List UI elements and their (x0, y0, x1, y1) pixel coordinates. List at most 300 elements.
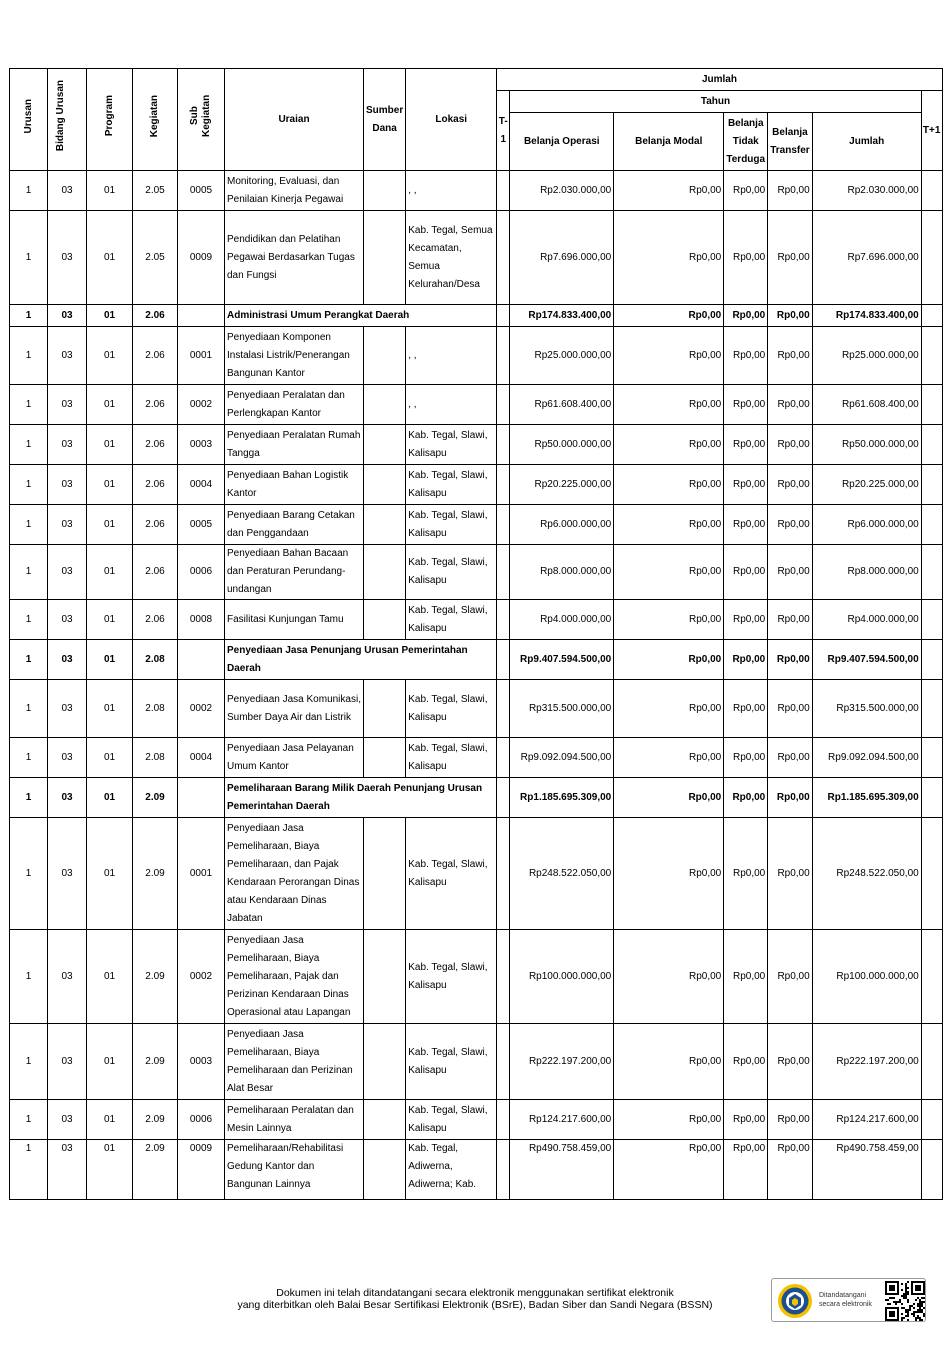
cell-program: 01 (87, 600, 133, 640)
cell-program: 01 (87, 505, 133, 545)
cell-urusan: 1 (10, 465, 48, 505)
header-jumlah: Jumlah (812, 113, 921, 171)
table-row (10, 211, 943, 305)
cell-lokasi: Kab. Tegal, Slawi, Kalisapu (406, 738, 497, 778)
cell-uraian: Penyediaan Jasa Pemeliharaan, Biaya Pemeliharaan dan Perizinan Alat Besar (225, 1024, 364, 1100)
cell-sub-kegiatan: 0006 (178, 545, 225, 600)
budget-table (9, 68, 943, 1200)
cell-belanja-operasi: Rp248.522.050,00 (510, 818, 614, 930)
table-row-subtotal (10, 640, 943, 680)
cell-sub-kegiatan: 0005 (178, 171, 225, 211)
cell-bidang-urusan: 03 (48, 505, 87, 545)
cell-bidang-urusan: 03 (48, 738, 87, 778)
cell-belanja-operasi: Rp490.758.459,00 (510, 1140, 614, 1200)
cell-belanja-tidak-terduga: Rp0,00 (724, 1024, 768, 1100)
cell-t-minus-1 (497, 465, 510, 505)
table-row (10, 930, 943, 1024)
cell-belanja-modal: Rp0,00 (614, 425, 724, 465)
cell-sub-kegiatan: 0002 (178, 680, 225, 738)
cell-urusan: 1 (10, 778, 48, 818)
cell-belanja-transfer: Rp0,00 (768, 640, 812, 680)
cell-t-plus-1 (921, 171, 942, 211)
cell-uraian: Penyediaan Bahan Bacaan dan Peraturan Perundang-undangan (225, 545, 364, 600)
cell-kegiatan: 2.09 (133, 1140, 178, 1200)
table-row (10, 738, 943, 778)
table-row (10, 1140, 943, 1200)
cell-uraian: Fasilitasi Kunjungan Tamu (225, 600, 364, 640)
cell-kegiatan: 2.06 (133, 385, 178, 425)
cell-kegiatan: 2.08 (133, 640, 178, 680)
cell-sumber-dana (364, 1024, 406, 1100)
cell-bidang-urusan: 03 (48, 1024, 87, 1100)
cell-belanja-modal: Rp0,00 (614, 465, 724, 505)
cell-t-plus-1 (921, 818, 942, 930)
cell-uraian: Pemeliharaan Barang Milik Daerah Penunjang Urusan Pemerintahan Daerah (225, 778, 497, 818)
cell-jumlah: Rp61.608.400,00 (812, 385, 921, 425)
cell-bidang-urusan: 03 (48, 305, 87, 327)
cell-belanja-tidak-terduga: Rp0,00 (724, 327, 768, 385)
header-t-minus-1: T-1 (497, 91, 510, 171)
cell-belanja-tidak-terduga: Rp0,00 (724, 425, 768, 465)
table-row (10, 545, 943, 600)
cell-urusan: 1 (10, 930, 48, 1024)
cell-uraian: Pemeliharaan/Rehabilitasi Gedung Kantor dan Bangunan Lainnya (225, 1140, 364, 1200)
cell-t-minus-1 (497, 211, 510, 305)
cell-sumber-dana (364, 327, 406, 385)
cell-urusan: 1 (10, 385, 48, 425)
cell-sumber-dana (364, 1100, 406, 1140)
cell-belanja-transfer: Rp0,00 (768, 1100, 812, 1140)
cell-sumber-dana (364, 171, 406, 211)
cell-jumlah: Rp100.000.000,00 (812, 930, 921, 1024)
cell-jumlah: Rp7.696.000,00 (812, 211, 921, 305)
cell-belanja-transfer: Rp0,00 (768, 327, 812, 385)
table-row (10, 171, 943, 211)
cell-jumlah: Rp222.197.200,00 (812, 1024, 921, 1100)
cell-belanja-transfer: Rp0,00 (768, 600, 812, 640)
cell-belanja-transfer: Rp0,00 (768, 385, 812, 425)
header-t-plus-1: T+1 (921, 91, 942, 171)
cell-belanja-modal: Rp0,00 (614, 171, 724, 211)
table-row (10, 465, 943, 505)
cell-t-plus-1 (921, 1024, 942, 1100)
cell-jumlah: Rp174.833.400,00 (812, 305, 921, 327)
cell-belanja-operasi: Rp50.000.000,00 (510, 425, 614, 465)
cell-belanja-transfer: Rp0,00 (768, 465, 812, 505)
cell-jumlah: Rp8.000.000,00 (812, 545, 921, 600)
cell-belanja-operasi: Rp100.000.000,00 (510, 930, 614, 1024)
cell-belanja-tidak-terduga: Rp0,00 (724, 600, 768, 640)
cell-program: 01 (87, 305, 133, 327)
cell-t-plus-1 (921, 211, 942, 305)
cell-belanja-transfer: Rp0,00 (768, 818, 812, 930)
cell-bidang-urusan: 03 (48, 211, 87, 305)
cell-belanja-operasi: Rp9.092.094.500,00 (510, 738, 614, 778)
cell-t-plus-1 (921, 305, 942, 327)
cell-belanja-modal: Rp0,00 (614, 640, 724, 680)
header-belanja-transfer: Belanja Transfer (768, 113, 812, 171)
cell-kegiatan: 2.08 (133, 738, 178, 778)
cell-t-plus-1 (921, 1100, 942, 1140)
cell-lokasi: Kab. Tegal, Slawi, Kalisapu (406, 680, 497, 738)
cell-uraian: Penyediaan Jasa Pemeliharaan, Biaya Pemeliharaan, dan Pajak Kendaraan Perorangan Dinas atau Kendaraan Dinas Jabatan (225, 818, 364, 930)
cell-t-minus-1 (497, 1100, 510, 1140)
cell-t-minus-1 (497, 385, 510, 425)
cell-t-plus-1 (921, 738, 942, 778)
cell-uraian: Penyediaan Peralatan dan Perlengkapan Kantor (225, 385, 364, 425)
cell-belanja-tidak-terduga: Rp0,00 (724, 680, 768, 738)
cell-program: 01 (87, 778, 133, 818)
cell-t-minus-1 (497, 600, 510, 640)
header-uraian: Uraian (225, 69, 364, 171)
cell-program: 01 (87, 818, 133, 930)
cell-belanja-tidak-terduga: Rp0,00 (724, 818, 768, 930)
cell-t-minus-1 (497, 738, 510, 778)
cell-t-plus-1 (921, 425, 942, 465)
cell-uraian: Penyediaan Jasa Komunikasi, Sumber Daya Air dan Listrik (225, 680, 364, 738)
cell-uraian: Penyediaan Barang Cetakan dan Penggandaan (225, 505, 364, 545)
cell-belanja-modal: Rp0,00 (614, 930, 724, 1024)
cell-belanja-transfer: Rp0,00 (768, 425, 812, 465)
signature-label: Ditandatangani secara elektronik (819, 1292, 872, 1308)
cell-belanja-transfer: Rp0,00 (768, 211, 812, 305)
cell-program: 01 (87, 545, 133, 600)
cell-belanja-transfer: Rp0,00 (768, 1024, 812, 1100)
cell-lokasi: , , (406, 171, 497, 211)
cell-kegiatan: 2.06 (133, 600, 178, 640)
cell-belanja-operasi: Rp9.407.594.500,00 (510, 640, 614, 680)
table-row (10, 1100, 943, 1140)
cell-belanja-tidak-terduga: Rp0,00 (724, 465, 768, 505)
cell-sub-kegiatan: 0001 (178, 327, 225, 385)
cell-t-minus-1 (497, 680, 510, 738)
cell-t-plus-1 (921, 1140, 942, 1200)
cell-belanja-transfer: Rp0,00 (768, 930, 812, 1024)
header-program: Program (87, 69, 133, 171)
cell-sub-kegiatan: 0008 (178, 600, 225, 640)
cell-t-plus-1 (921, 680, 942, 738)
cell-sub-kegiatan: 0006 (178, 1100, 225, 1140)
cell-program: 01 (87, 425, 133, 465)
cell-jumlah: Rp315.500.000,00 (812, 680, 921, 738)
cell-jumlah: Rp25.000.000,00 (812, 327, 921, 385)
cell-belanja-tidak-terduga: Rp0,00 (724, 1140, 768, 1200)
cell-belanja-transfer: Rp0,00 (768, 738, 812, 778)
cell-program: 01 (87, 211, 133, 305)
cell-bidang-urusan: 03 (48, 171, 87, 211)
cell-lokasi: Kab. Tegal, Slawi, Kalisapu (406, 465, 497, 505)
cell-belanja-transfer: Rp0,00 (768, 171, 812, 211)
cell-belanja-modal: Rp0,00 (614, 305, 724, 327)
cell-uraian: Administrasi Umum Perangkat Daerah (225, 305, 497, 327)
cell-sub-kegiatan: 0009 (178, 1140, 225, 1200)
cell-belanja-operasi: Rp4.000.000,00 (510, 600, 614, 640)
cell-sumber-dana (364, 505, 406, 545)
cell-program: 01 (87, 171, 133, 211)
cell-belanja-operasi: Rp6.000.000,00 (510, 505, 614, 545)
cell-t-plus-1 (921, 327, 942, 385)
cell-uraian: Penyediaan Jasa Pelayanan Umum Kantor (225, 738, 364, 778)
cell-lokasi: , , (406, 327, 497, 385)
table-row (10, 1024, 943, 1100)
cell-urusan: 1 (10, 171, 48, 211)
cell-sub-kegiatan: 0003 (178, 1024, 225, 1100)
cell-t-minus-1 (497, 778, 510, 818)
table-row (10, 818, 943, 930)
table-row-subtotal (10, 778, 943, 818)
cell-kegiatan: 2.09 (133, 778, 178, 818)
cell-urusan: 1 (10, 211, 48, 305)
bssn-seal-icon (777, 1283, 813, 1319)
cell-belanja-tidak-terduga: Rp0,00 (724, 778, 768, 818)
cell-belanja-operasi: Rp1.185.695.309,00 (510, 778, 614, 818)
cell-belanja-transfer: Rp0,00 (768, 545, 812, 600)
cell-t-minus-1 (497, 305, 510, 327)
cell-t-minus-1 (497, 327, 510, 385)
cell-belanja-modal: Rp0,00 (614, 385, 724, 425)
cell-program: 01 (87, 680, 133, 738)
cell-urusan: 1 (10, 1140, 48, 1200)
cell-belanja-tidak-terduga: Rp0,00 (724, 1100, 768, 1140)
table-row (10, 425, 943, 465)
header-jumlah-group: Jumlah (497, 69, 942, 91)
cell-urusan: 1 (10, 505, 48, 545)
cell-lokasi: Kab. Tegal, Adiwerna, Adiwerna; Kab. (406, 1140, 497, 1200)
cell-sub-kegiatan: 0003 (178, 425, 225, 465)
cell-jumlah: Rp490.758.459,00 (812, 1140, 921, 1200)
cell-program: 01 (87, 930, 133, 1024)
cell-t-minus-1 (497, 425, 510, 465)
cell-belanja-tidak-terduga: Rp0,00 (724, 505, 768, 545)
cell-t-plus-1 (921, 640, 942, 680)
cell-belanja-modal: Rp0,00 (614, 1140, 724, 1200)
cell-t-plus-1 (921, 465, 942, 505)
cell-sub-kegiatan (178, 778, 225, 818)
notice-line-1: Dokumen ini telah ditandatangani secara elektronik menggunakan sertifikat elektronik (276, 1287, 674, 1299)
cell-sub-kegiatan: 0004 (178, 738, 225, 778)
cell-urusan: 1 (10, 680, 48, 738)
cell-kegiatan: 2.08 (133, 680, 178, 738)
cell-program: 01 (87, 1140, 133, 1200)
cell-lokasi: Kab. Tegal, Slawi, Kalisapu (406, 930, 497, 1024)
cell-belanja-operasi: Rp25.000.000,00 (510, 327, 614, 385)
table-row-subtotal (10, 305, 943, 327)
header-tahun: Tahun (510, 91, 921, 113)
cell-belanja-modal: Rp0,00 (614, 1024, 724, 1100)
cell-urusan: 1 (10, 545, 48, 600)
cell-sub-kegiatan: 0002 (178, 385, 225, 425)
cell-sumber-dana (364, 211, 406, 305)
cell-urusan: 1 (10, 327, 48, 385)
cell-t-plus-1 (921, 385, 942, 425)
cell-lokasi: Kab. Tegal, Semua Kecamatan, Semua Kelurahan/Desa (406, 211, 497, 305)
cell-sub-kegiatan: 0002 (178, 930, 225, 1024)
cell-jumlah: Rp20.225.000,00 (812, 465, 921, 505)
cell-uraian: Pemeliharaan Peralatan dan Mesin Lainnya (225, 1100, 364, 1140)
cell-bidang-urusan: 03 (48, 1140, 87, 1200)
cell-belanja-modal: Rp0,00 (614, 600, 724, 640)
cell-kegiatan: 2.05 (133, 171, 178, 211)
cell-belanja-modal: Rp0,00 (614, 818, 724, 930)
cell-belanja-operasi: Rp222.197.200,00 (510, 1024, 614, 1100)
cell-kegiatan: 2.09 (133, 1024, 178, 1100)
table-row (10, 505, 943, 545)
cell-belanja-transfer: Rp0,00 (768, 680, 812, 738)
cell-kegiatan: 2.09 (133, 1100, 178, 1140)
cell-kegiatan: 2.06 (133, 425, 178, 465)
table-row (10, 385, 943, 425)
header-bidang-urusan: Bidang Urusan (48, 69, 87, 171)
cell-belanja-operasi: Rp124.217.600,00 (510, 1100, 614, 1140)
cell-belanja-tidak-terduga: Rp0,00 (724, 211, 768, 305)
cell-sub-kegiatan: 0001 (178, 818, 225, 930)
cell-belanja-modal: Rp0,00 (614, 505, 724, 545)
header-urusan: Urusan (10, 69, 48, 171)
cell-belanja-tidak-terduga: Rp0,00 (724, 545, 768, 600)
cell-belanja-transfer: Rp0,00 (768, 305, 812, 327)
cell-belanja-operasi: Rp2.030.000,00 (510, 171, 614, 211)
cell-sumber-dana (364, 930, 406, 1024)
cell-bidang-urusan: 03 (48, 425, 87, 465)
cell-belanja-operasi: Rp20.225.000,00 (510, 465, 614, 505)
cell-belanja-tidak-terduga: Rp0,00 (724, 738, 768, 778)
cell-sumber-dana (364, 465, 406, 505)
cell-jumlah: Rp6.000.000,00 (812, 505, 921, 545)
cell-program: 01 (87, 738, 133, 778)
cell-lokasi: Kab. Tegal, Slawi, Kalisapu (406, 818, 497, 930)
cell-t-minus-1 (497, 505, 510, 545)
table-body (10, 171, 943, 1200)
cell-belanja-operasi: Rp7.696.000,00 (510, 211, 614, 305)
cell-belanja-tidak-terduga: Rp0,00 (724, 305, 768, 327)
cell-sub-kegiatan: 0004 (178, 465, 225, 505)
cell-t-minus-1 (497, 930, 510, 1024)
header-sub-kegiatan: Sub Kegiatan (178, 69, 225, 171)
header-belanja-operasi: Belanja Operasi (510, 113, 614, 171)
cell-belanja-modal: Rp0,00 (614, 327, 724, 385)
cell-belanja-tidak-terduga: Rp0,00 (724, 385, 768, 425)
cell-sumber-dana (364, 738, 406, 778)
cell-jumlah: Rp124.217.600,00 (812, 1100, 921, 1140)
cell-lokasi: Kab. Tegal, Slawi, Kalisapu (406, 1100, 497, 1140)
cell-belanja-modal: Rp0,00 (614, 680, 724, 738)
cell-program: 01 (87, 327, 133, 385)
cell-sumber-dana (364, 600, 406, 640)
cell-sumber-dana (364, 425, 406, 465)
cell-jumlah: Rp1.185.695.309,00 (812, 778, 921, 818)
cell-program: 01 (87, 1024, 133, 1100)
cell-belanja-tidak-terduga: Rp0,00 (724, 171, 768, 211)
table-row (10, 327, 943, 385)
header-sumber-dana: Sumber Dana (364, 69, 406, 171)
cell-urusan: 1 (10, 600, 48, 640)
cell-sumber-dana (364, 1140, 406, 1200)
cell-belanja-operasi: Rp315.500.000,00 (510, 680, 614, 738)
e-signature-badge (771, 1278, 926, 1322)
cell-sumber-dana (364, 818, 406, 930)
cell-jumlah: Rp2.030.000,00 (812, 171, 921, 211)
cell-lokasi: Kab. Tegal, Slawi, Kalisapu (406, 1024, 497, 1100)
cell-belanja-operasi: Rp8.000.000,00 (510, 545, 614, 600)
notice-line-2: yang diterbitkan oleh Balai Besar Sertifikasi Elektronik (BSrE), Badan Siber dan Sandi Negara (BSSN) (237, 1299, 713, 1311)
cell-t-plus-1 (921, 545, 942, 600)
cell-kegiatan: 2.06 (133, 465, 178, 505)
cell-t-minus-1 (497, 171, 510, 211)
cell-t-minus-1 (497, 545, 510, 600)
header-lokasi: Lokasi (406, 69, 497, 171)
header-belanja-modal: Belanja Modal (614, 113, 724, 171)
cell-lokasi: Kab. Tegal, Slawi, Kalisapu (406, 505, 497, 545)
cell-uraian: Penyediaan Komponen Instalasi Listrik/Penerangan Bangunan Kantor (225, 327, 364, 385)
cell-belanja-operasi: Rp61.608.400,00 (510, 385, 614, 425)
cell-urusan: 1 (10, 738, 48, 778)
cell-program: 01 (87, 1100, 133, 1140)
cell-belanja-modal: Rp0,00 (614, 545, 724, 600)
cell-program: 01 (87, 465, 133, 505)
header-kegiatan: Kegiatan (133, 69, 178, 171)
cell-jumlah: Rp248.522.050,00 (812, 818, 921, 930)
cell-bidang-urusan: 03 (48, 545, 87, 600)
cell-bidang-urusan: 03 (48, 465, 87, 505)
cell-belanja-modal: Rp0,00 (614, 1100, 724, 1140)
cell-bidang-urusan: 03 (48, 600, 87, 640)
cell-sumber-dana (364, 385, 406, 425)
cell-belanja-modal: Rp0,00 (614, 778, 724, 818)
cell-belanja-transfer: Rp0,00 (768, 505, 812, 545)
cell-kegiatan: 2.06 (133, 327, 178, 385)
cell-lokasi: , , (406, 385, 497, 425)
cell-kegiatan: 2.09 (133, 930, 178, 1024)
cell-urusan: 1 (10, 425, 48, 465)
cell-uraian: Penyediaan Jasa Penunjang Urusan Pemerintahan Daerah (225, 640, 497, 680)
cell-kegiatan: 2.06 (133, 505, 178, 545)
cell-kegiatan: 2.05 (133, 211, 178, 305)
cell-t-minus-1 (497, 818, 510, 930)
cell-bidang-urusan: 03 (48, 327, 87, 385)
cell-sub-kegiatan (178, 640, 225, 680)
cell-t-plus-1 (921, 600, 942, 640)
header-belanja-tidak-terduga: Belanja Tidak Terduga (724, 113, 768, 171)
cell-sumber-dana (364, 545, 406, 600)
cell-belanja-transfer: Rp0,00 (768, 1140, 812, 1200)
cell-uraian: Penyediaan Bahan Logistik Kantor (225, 465, 364, 505)
cell-bidang-urusan: 03 (48, 818, 87, 930)
cell-belanja-modal: Rp0,00 (614, 211, 724, 305)
cell-bidang-urusan: 03 (48, 385, 87, 425)
table-row (10, 600, 943, 640)
cell-lokasi: Kab. Tegal, Slawi, Kalisapu (406, 425, 497, 465)
cell-belanja-operasi: Rp174.833.400,00 (510, 305, 614, 327)
cell-uraian: Penyediaan Jasa Pemeliharaan, Biaya Pemeliharaan, Pajak dan Perizinan Kendaraan Dinas Operasional atau Lapangan (225, 930, 364, 1024)
cell-kegiatan: 2.06 (133, 305, 178, 327)
cell-sumber-dana (364, 680, 406, 738)
cell-bidang-urusan: 03 (48, 778, 87, 818)
cell-belanja-modal: Rp0,00 (614, 738, 724, 778)
cell-sub-kegiatan: 0005 (178, 505, 225, 545)
cell-uraian: Monitoring, Evaluasi, dan Penilaian Kinerja Pegawai (225, 171, 364, 211)
cell-jumlah: Rp9.407.594.500,00 (812, 640, 921, 680)
cell-bidang-urusan: 03 (48, 930, 87, 1024)
cell-sub-kegiatan: 0009 (178, 211, 225, 305)
cell-urusan: 1 (10, 640, 48, 680)
cell-bidang-urusan: 03 (48, 640, 87, 680)
e-signature-notice (170, 1287, 780, 1311)
cell-program: 01 (87, 385, 133, 425)
cell-lokasi: Kab. Tegal, Slawi, Kalisapu (406, 600, 497, 640)
cell-t-plus-1 (921, 778, 942, 818)
cell-urusan: 1 (10, 818, 48, 930)
table-row (10, 680, 943, 738)
